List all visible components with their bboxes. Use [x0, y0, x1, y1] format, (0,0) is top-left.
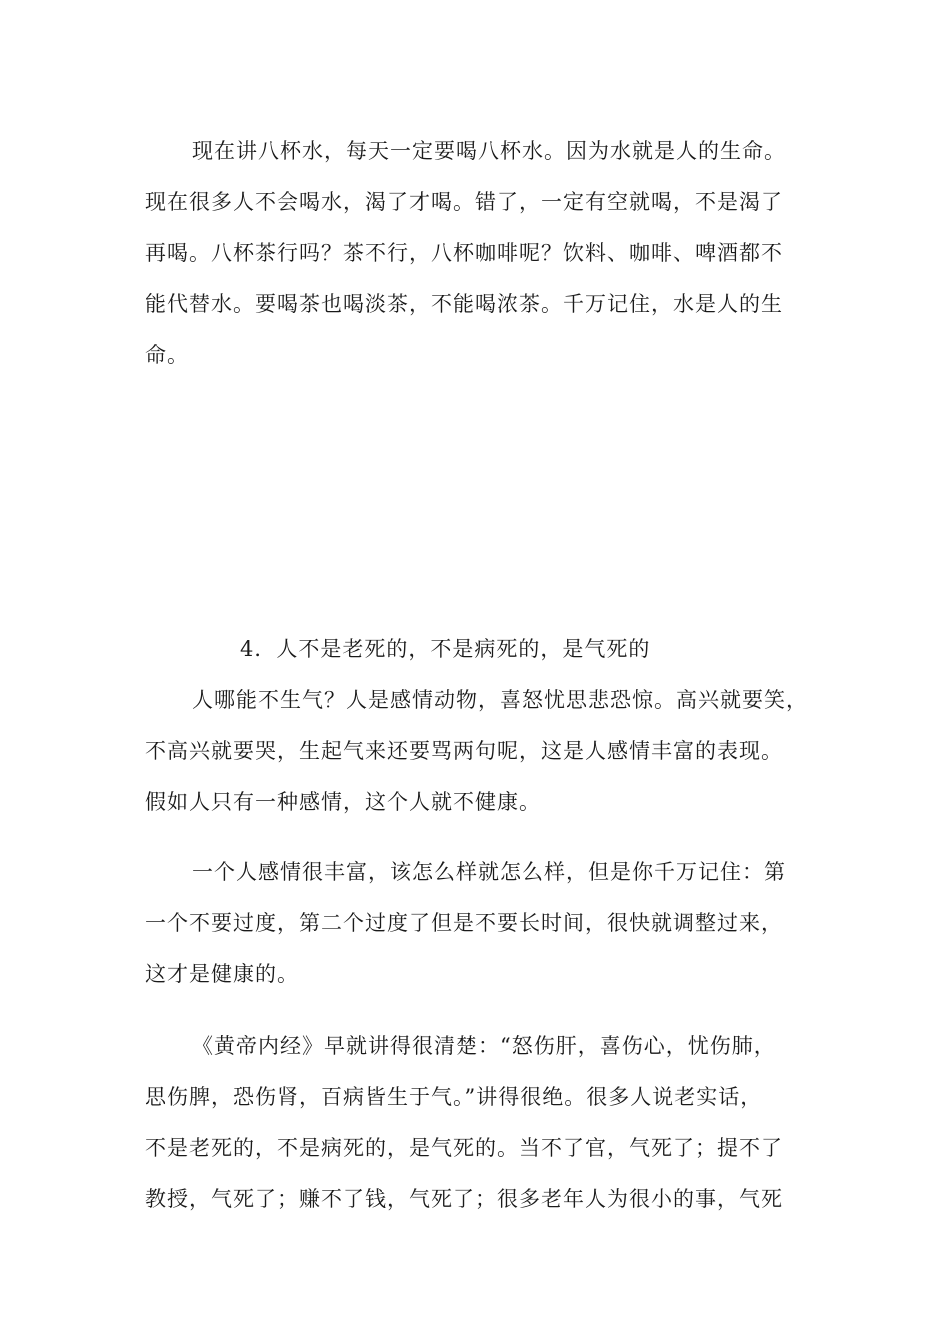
paragraph-line: 这才是健康的。 — [145, 962, 299, 986]
section-heading: 4．人不是老死的，不是病死的，是气死的 — [240, 637, 651, 661]
paragraph-line: 再喝。八杯茶行吗？茶不行，八杯咖啡呢？饮料、咖啡、啤酒都不 — [145, 241, 783, 265]
paragraph-line: 不是老死的，不是病死的，是气死的。当不了官，气死了；提不了 — [145, 1136, 783, 1160]
paragraph-line: 现在讲八杯水，每天一定要喝八杯水。因为水就是人的生命。 — [192, 139, 786, 163]
paragraph-line: 命。 — [145, 343, 189, 367]
paragraph-line: 一个不要过度，第二个过度了但是不要长时间，很快就调整过来， — [145, 911, 783, 935]
paragraph-line: 假如人只有一种感情，这个人就不健康。 — [145, 790, 541, 814]
paragraph-line: 现在很多人不会喝水，渴了才喝。错了，一定有空就喝，不是渴了 — [145, 190, 783, 214]
paragraph-line: 《黄帝内经》早就讲得很清楚：“怒伤肝，喜伤心，忧伤肺， — [192, 1034, 776, 1058]
paragraph-line: 能代替水。要喝茶也喝淡茶，不能喝浓茶。千万记住，水是人的生 — [145, 292, 783, 316]
paragraph-line: 思伤脾，恐伤肾，百病皆生于气。”讲得很绝。很多人说老实话， — [145, 1085, 763, 1109]
paragraph-line: 不高兴就要哭，生起气来还要骂两句呢，这是人感情丰富的表现。 — [145, 739, 783, 763]
paragraph-line: 教授，气死了；赚不了钱，气死了；很多老年人为很小的事，气死 — [145, 1187, 783, 1211]
paragraph-line: 人哪能不生气？人是感情动物，喜怒忧思悲恐惊。高兴就要笑， — [192, 688, 808, 712]
paragraph-line: 一个人感情很丰富，该怎么样就怎么样，但是你千万记住：第 — [192, 860, 786, 884]
